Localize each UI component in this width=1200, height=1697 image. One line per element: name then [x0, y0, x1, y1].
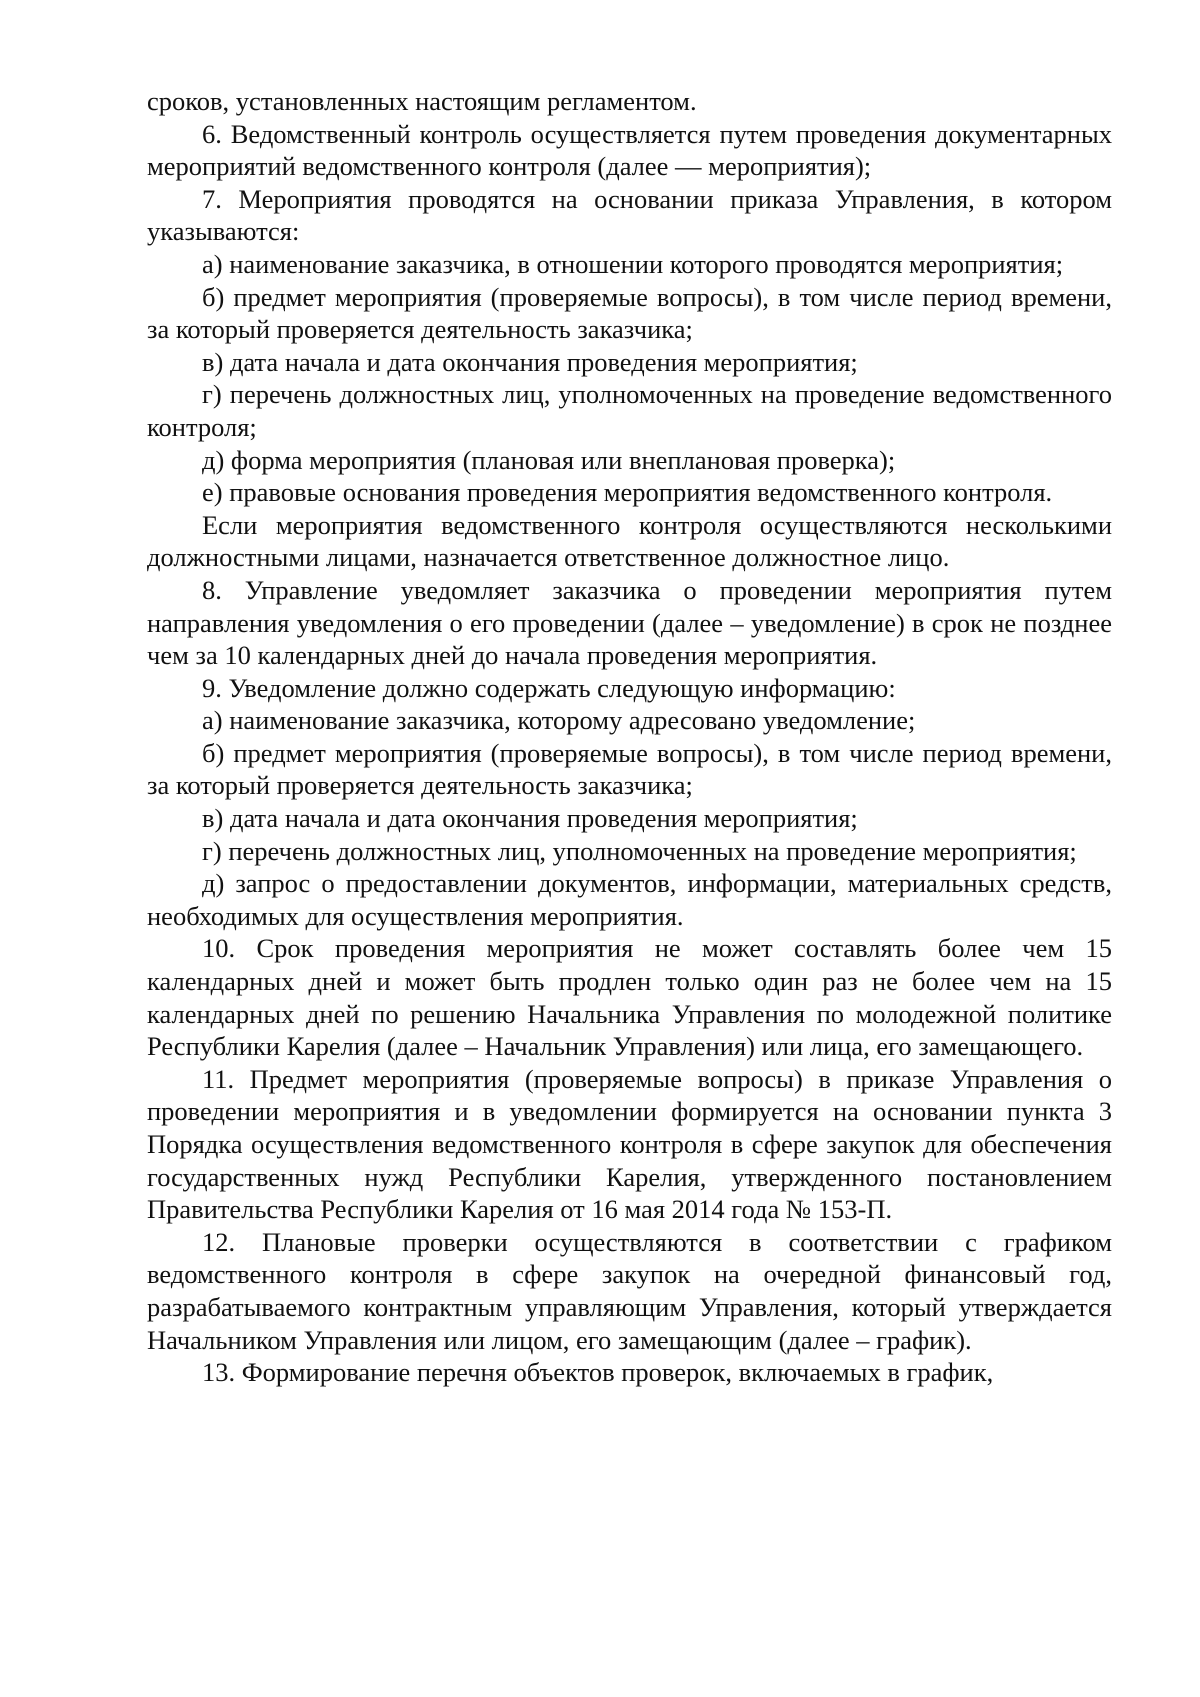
paragraph-item-9: 9. Уведомление должно содержать следующую информацию: — [202, 672, 896, 703]
subitem-7v: в) дата начала и дата окончания проведения мероприятия; — [202, 346, 858, 377]
paragraph-continuation: сроков, установленных настоящим регламентом. — [147, 86, 697, 116]
subitem-9a: а) наименование заказчика, которому адресовано уведомление; — [202, 705, 916, 736]
paragraph-item-6: 6. Ведомственный контроль осуществляется путем проведения документарных мероприятий ведомственного контроля (далее — мероприятия); — [147, 118, 1112, 182]
paragraph-item-8: 8. Управление уведомляет заказчика о проведении мероприятия путем направления уведомления о его проведении (далее – уведомление) в срок не позднее чем за 10 календарных дней до начала проведения мероприятия. — [147, 574, 1112, 671]
paragraph-item-10: 10. Срок проведения мероприятия не может составлять более чем 15 календарных дней и может быть продлен только один раз не более чем на 15 календарных дней по решению Начальника Управления по молодежной политике Республики Карелия (далее – Начальник Управления) или лица, его замещающего. — [147, 933, 1112, 1062]
paragraph-item-12: 12. Плановые проверки осуществляются в соответствии с графиком ведомственного контроля в сфере закупок на очередной финансовый год, разрабатываемого контрактным управляющим Управления, который утверждается Начальником Управления или лицом, его замещающим (далее – график). — [147, 1226, 1112, 1355]
subitem-7d: д) форма мероприятия (плановая или внеплановая проверка); — [202, 444, 896, 475]
subitem-7e: е) правовые основания проведения мероприятия ведомственного контроля. — [202, 477, 1053, 508]
subitem-9v: в) дата начала и дата окончания проведения мероприятия; — [202, 803, 858, 834]
subitem-9b: б) предмет мероприятия (проверяемые вопросы), в том числе период времени, за который проверяется деятельность заказчика; — [147, 737, 1112, 801]
subitem-9d: д) запрос о предоставлении документов, информации, материальных средств, необходимых для осуществления мероприятия. — [147, 868, 1112, 931]
subitem-9g: г) перечень должностных лиц, уполномоченных на проведение мероприятия; — [202, 835, 1077, 866]
paragraph-item-11: 11. Предмет мероприятия (проверяемые вопросы) в приказе Управления о проведении мероприятия и в уведомлении формируется на основании пункта 3 Порядка осуществления ведомственного контроля в сфере закупок для обеспечения государственных нужд Республики Карелия, утвержденного постановлением Правительства Республики Карелия от 16 мая 2014 года № 153-П. — [147, 1063, 1112, 1225]
subitem-7g: г) перечень должностных лиц, уполномоченных на проведение ведомственного контроля; — [147, 379, 1112, 442]
paragraph-item-13: 13. Формирование перечня объектов проверок, включаемых в график, — [202, 1357, 994, 1388]
paragraph-responsible-person: Если мероприятия ведомственного контроля осуществляются несколькими должностными лицами, назначается ответственное должностное лицо. — [147, 509, 1112, 573]
document-body — [147, 85, 1112, 1389]
paragraph-item-7: 7. Мероприятия проводятся на основании приказа Управления, в котором указываются: — [147, 183, 1112, 247]
subitem-7a: а) наименование заказчика, в отношении которого проводятся мероприятия; — [202, 248, 1064, 279]
subitem-7b: б) предмет мероприятия (проверяемые вопросы), в том числе период времени, за который проверяется деятельность заказчика; — [147, 281, 1112, 345]
